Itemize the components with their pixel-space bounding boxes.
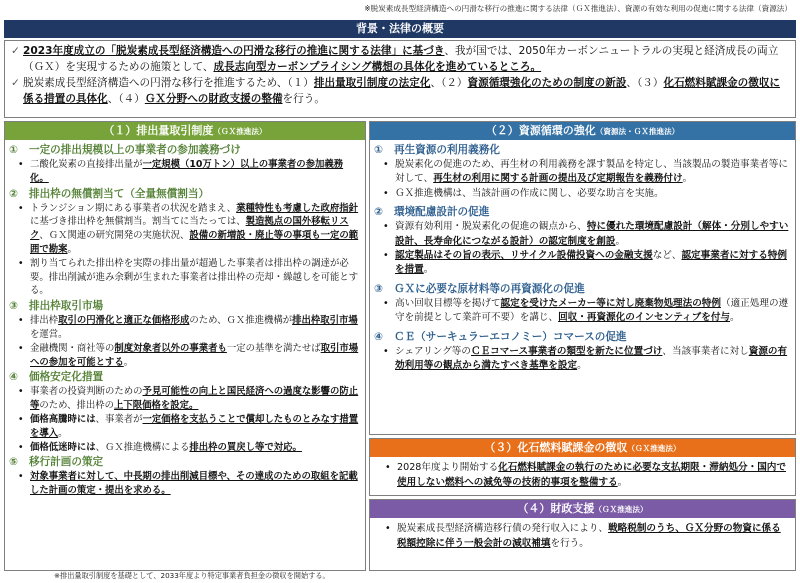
emissions-trading-header bbox=[5, 122, 365, 140]
bullet-icon: • bbox=[18, 342, 24, 354]
bullet-emphasis: 製造拠点の国外移転リスク bbox=[30, 216, 349, 242]
bullet-emphasis: 資源の有効利用等の観点から満たすべき基準を設定 bbox=[395, 345, 788, 372]
subsection-number: ④ bbox=[374, 330, 383, 343]
bullet-text: 、事業者が bbox=[95, 413, 143, 425]
section-law-tag: （資源法・ＧＸ推進法） bbox=[595, 127, 680, 136]
subsection-title bbox=[9, 370, 361, 385]
main-title: 背景・法律の概要 bbox=[4, 20, 796, 38]
bullet-text: 。 bbox=[423, 264, 434, 276]
section-law-tag: （ＧＸ推進法） bbox=[594, 505, 648, 514]
bullet-icon: • bbox=[385, 523, 391, 534]
bullet-icon: • bbox=[18, 159, 24, 170]
fiscal-support-header bbox=[370, 500, 795, 518]
subsection-title bbox=[374, 330, 791, 345]
subsection-title-text: 排出枠の無償割当て（全量無償割当） bbox=[29, 187, 210, 200]
section-title: （４）財政支援 bbox=[517, 502, 595, 515]
bullet-emphasis: 対象事業者に対して、中長期の排出削減目標や、その達成のための取組を記載した計画の策定・提出を求める。 bbox=[30, 471, 358, 497]
bullet-emphasis: 回収・再資源化のインセンティブを付与 bbox=[558, 312, 731, 324]
overview-paragraph-2 bbox=[11, 75, 789, 107]
subsection-title-text: ＧＸに必要な原材料等の再資源化の促進 bbox=[394, 282, 585, 295]
bullet-icon: • bbox=[385, 462, 391, 473]
resource-circulation-header bbox=[370, 122, 795, 140]
subsection-title-text: 価格安定化措置 bbox=[29, 371, 104, 384]
bullet-emphasis: 認定製品はその旨の表示、リサイクル設備投資への金融支援 bbox=[395, 250, 653, 262]
bullet-emphasis: 一定価格を支払うことで償却したものとみなす措置を導入 bbox=[30, 413, 359, 439]
emissions-trading-section bbox=[4, 121, 366, 571]
resource-circulation-section bbox=[369, 121, 796, 435]
bullet-item bbox=[376, 460, 789, 490]
bullet-emphasis: 業種特性も考慮した政府指針 bbox=[236, 202, 359, 214]
fossil-fuel-levy-body bbox=[370, 457, 795, 490]
bullet-emphasis: 価格低迷時には bbox=[30, 441, 96, 453]
bullet-emphasis: 排出枠の買戻し等で対応。 bbox=[189, 441, 302, 453]
bullet-emphasis: 認定事業者に対する特例を措置 bbox=[395, 250, 787, 276]
bullet-emphasis: 化石燃料賦課金の執行のために必要な支払期限・滞納処分・国内で使用しない燃料への減免等の技術的事項を整備する bbox=[397, 462, 786, 488]
bullet-text: 一定の基準を満たせば bbox=[226, 342, 321, 354]
bullet-item bbox=[9, 470, 361, 498]
bullet-text: 排出枠 bbox=[30, 315, 59, 327]
bullet-text: シェアリング等の bbox=[395, 345, 471, 357]
bullet-emphasis: 上下限価格を設定。 bbox=[114, 400, 199, 412]
subsection-number: ③ bbox=[9, 300, 18, 313]
fiscal-support-body bbox=[370, 518, 795, 551]
subsection-title bbox=[9, 143, 361, 158]
subsection-number: ② bbox=[374, 206, 383, 219]
bullet-emphasis: 一定規模（10万トン）以上の事業者の参加義務化。 bbox=[30, 159, 344, 184]
bullet-icon: • bbox=[383, 159, 389, 170]
section-title: （１）排出量取引制度 bbox=[103, 124, 214, 137]
section-law-tag: （ＧＸ推進法） bbox=[627, 444, 681, 453]
overview-paragraph-1 bbox=[11, 43, 789, 75]
bullet-item bbox=[9, 413, 361, 441]
bullet-text: を運営。 bbox=[30, 328, 68, 340]
bullet-text: 。 bbox=[615, 235, 626, 247]
bullet-text: 資源有効利用・脱炭素化の促進の観点から、 bbox=[395, 221, 587, 233]
bullet-text: 。 bbox=[577, 360, 587, 372]
fiscal-support-section bbox=[369, 499, 796, 571]
bullet-emphasis: 設備の新増設・廃止等の事項も一定の範囲で勘案 bbox=[30, 230, 359, 255]
section-title: （３）化石燃料賦課金の徴収 bbox=[484, 441, 628, 454]
overview-p2-text-e: 、（３） bbox=[626, 77, 664, 89]
bullet-item bbox=[374, 187, 791, 201]
subsection-number: ③ bbox=[374, 282, 383, 295]
subsection-title-text: 一定の排出規模以上の事業者の参加義務づけ bbox=[29, 144, 241, 156]
bullet-emphasis: 戦略税制のうち、ＧＸ分野の物資に係る税額控除に伴う一般会計の減収補填 bbox=[397, 523, 781, 549]
bullet-emphasis: 取引の円滑化と適正な価格形成 bbox=[58, 315, 190, 327]
bullet-icon: • bbox=[18, 441, 24, 453]
resource-circulation-body bbox=[370, 140, 795, 373]
bullet-text: 、ＧＸ関連の研究開発の実施状況、 bbox=[39, 230, 190, 242]
bullet-icon: • bbox=[18, 386, 24, 398]
overview-section bbox=[4, 40, 796, 118]
bullet-emphasis: 認定を受けたメーカー等に対し廃棄物処理法の特例 bbox=[500, 297, 721, 309]
bullet-text: など、 bbox=[652, 250, 682, 262]
bullet-item bbox=[374, 297, 791, 326]
overview-p2-text-g: 、（４） bbox=[107, 93, 145, 105]
bullet-text: ＧＸ推進機構は、当該計画の作成に関し、必要な助言を実施。 bbox=[395, 187, 664, 199]
bullet-text: 2028年度より開始する bbox=[397, 462, 499, 473]
bullet-text: 二酸化炭素の直接排出量が bbox=[30, 159, 143, 170]
subsection-title-text: 再生資源の利用義務化 bbox=[394, 144, 500, 156]
overview-p2-text-i: を行う。 bbox=[282, 93, 325, 105]
bullet-text: 。 bbox=[617, 477, 628, 488]
bullet-icon: • bbox=[18, 315, 24, 327]
bullet-item bbox=[374, 220, 791, 249]
bullet-text: 。 bbox=[123, 356, 134, 368]
bullet-text: 高い回収目標等を掲げて bbox=[395, 297, 501, 309]
overview-p2-item-4: ＧＸ分野への財政支援の整備 bbox=[144, 93, 283, 105]
bullet-emphasis: 特に優れた環境配慮設計（解体・分別しやすい設計、長寿命化につながる設計）の認定制度を創設 bbox=[395, 221, 789, 247]
bullet-icon: • bbox=[383, 250, 389, 262]
bullet-icon: • bbox=[18, 471, 24, 483]
bullet-emphasis: ＣＥコマース事業者の類型を新たに位置づけ bbox=[470, 345, 663, 357]
subsection-number: ② bbox=[9, 187, 18, 200]
bullet-icon: • bbox=[383, 345, 389, 357]
bullet-item bbox=[9, 314, 361, 342]
bullet-emphasis: 排出枠取引市場 bbox=[292, 315, 358, 327]
bullet-item bbox=[374, 249, 791, 278]
bullet-text: のため、排出枠の bbox=[39, 400, 115, 412]
overview-p2-item-2: 資源循環強化のための制度の新設 bbox=[467, 77, 627, 89]
bullet-text: のため、ＧＸ推進機構が bbox=[189, 315, 293, 327]
bullet-icon: • bbox=[18, 202, 24, 214]
bullet-emphasis: 制度対象者以外の事業者も bbox=[114, 342, 227, 354]
bullet-text: を行う。 bbox=[550, 538, 589, 549]
subsection-title-text: 排出枠取引市場 bbox=[29, 300, 104, 313]
subsection-title bbox=[374, 282, 791, 297]
section-title: （２）資源循環の強化 bbox=[485, 124, 596, 137]
bullet-text: 金融機関・商社等の bbox=[30, 342, 115, 354]
bullet-text: 割り当てられた排出枠を実際の排出量が超過した事業者は排出枠の調達が必要。排出削減が進み余剰が生まれた事業者は排出枠の売却・繰越しを可能とする。 bbox=[30, 257, 359, 297]
subsection-title-text: 環境配慮設計の促進 bbox=[394, 206, 490, 219]
check-icon: ✓ bbox=[11, 77, 20, 89]
bullet-item bbox=[376, 521, 789, 551]
overview-p2-item-1: 排出量取引制度の法定化 bbox=[313, 77, 431, 89]
bullet-text: に基づき排出枠を無償割当。割当てに当たっては、 bbox=[30, 216, 246, 228]
bullet-text: 。 bbox=[682, 173, 693, 185]
emissions-trading-body bbox=[5, 140, 365, 498]
bullet-icon: • bbox=[383, 297, 389, 309]
bullet-icon: • bbox=[383, 221, 389, 233]
subsection-title bbox=[9, 187, 361, 202]
subsection-number: ⑤ bbox=[9, 456, 18, 469]
bullet-emphasis: 予見可能性の向上と国民経済への過度な影響の防止等 bbox=[30, 386, 359, 412]
bullet-text: 。 bbox=[58, 427, 68, 439]
bullet-item bbox=[9, 441, 361, 455]
bullet-text: 。 bbox=[67, 243, 77, 255]
bullet-emphasis: 再生材の利用に関する計画の提出及び定期報告を義務付け bbox=[433, 173, 683, 185]
subsection-title bbox=[374, 205, 791, 220]
bullet-item bbox=[374, 158, 791, 187]
subsection-title bbox=[9, 299, 361, 314]
bullet-emphasis: 価格高騰時には bbox=[30, 413, 96, 425]
bullet-text: 脱炭素成長型経済構造移行債の発行収入により、 bbox=[397, 523, 609, 534]
check-icon: ✓ bbox=[11, 45, 20, 57]
fossil-fuel-levy-header bbox=[370, 439, 795, 457]
subsection-title-text: ＣＥ（サーキュラーエコノミー）コマースの促進 bbox=[394, 330, 627, 343]
fossil-fuel-levy-section bbox=[369, 438, 796, 496]
subsection-title bbox=[9, 455, 361, 470]
subsection-title bbox=[374, 143, 791, 158]
overview-p2-text-c: 、（２） bbox=[430, 77, 468, 89]
overview-p1-conclusion: 成長志向型カーボンプライシング構想の具体化を進めているところ。 bbox=[213, 61, 542, 73]
bullet-text: 、当該事業者に対し bbox=[662, 345, 749, 357]
bullet-text: 、ＧＸ推進機構による bbox=[95, 441, 190, 453]
bullet-item bbox=[9, 385, 361, 413]
footnote: ※排出量取引制度を基礎として、2033年度より特定事業者負担金の徴収を開始する。 bbox=[54, 571, 330, 580]
bullet-icon: • bbox=[18, 257, 24, 269]
overview-p1-text: 、我が国では、2050年カーボンニュートラルの実現と経済成長の両立（ＧＸ）を実現するための施策として、 bbox=[23, 45, 779, 73]
bullet-item bbox=[9, 257, 361, 298]
bullet-item bbox=[9, 158, 361, 186]
overview-p1-emphasis: 2023年度成立の「脱炭素成長型経済構造への円滑な移行の推進に関する法律」に基づき bbox=[23, 45, 445, 57]
overview-p2-text-a: 脱炭素成長型経済構造への円滑な移行を推進するため、（１） bbox=[23, 77, 314, 89]
bullet-text: 事業者の投資判断のための bbox=[30, 386, 143, 398]
bullet-icon: • bbox=[18, 413, 24, 425]
bullet-emphasis: 取引市場への参加を可能とする bbox=[30, 342, 359, 368]
bullet-text: （適正処理の遵守を前提として業許可不要）を講じ、 bbox=[395, 297, 789, 324]
bullet-item bbox=[9, 342, 361, 370]
source-note: ※脱炭素成長型経済構造への円滑な移行の推進に関する法律（ＧＸ推進法）、資源の有効な利用の促進に関する法律（資源法） bbox=[364, 4, 792, 13]
bullet-text: トランジション期にある事業者の状況を踏まえ、 bbox=[30, 202, 237, 214]
subsection-title-text: 移行計画の策定 bbox=[29, 456, 104, 469]
subsection-number: ① bbox=[374, 144, 383, 156]
bullet-icon: • bbox=[383, 187, 389, 199]
bullet-text: 脱炭素化の促進のため、再生材の利用義務を課す製品を特定し、当該製品の製造事業者等に対して、 bbox=[395, 159, 788, 185]
section-law-tag: （ＧＸ推進法） bbox=[213, 127, 267, 136]
bullet-item bbox=[9, 202, 361, 257]
bullet-text: 。 bbox=[730, 312, 740, 324]
subsection-number: ④ bbox=[9, 371, 18, 384]
bullet-item bbox=[374, 345, 791, 374]
overview-p2-item-3: 化石燃料賦課金の徴収に係る措置の具体化 bbox=[23, 77, 781, 105]
subsection-number: ① bbox=[9, 144, 18, 156]
